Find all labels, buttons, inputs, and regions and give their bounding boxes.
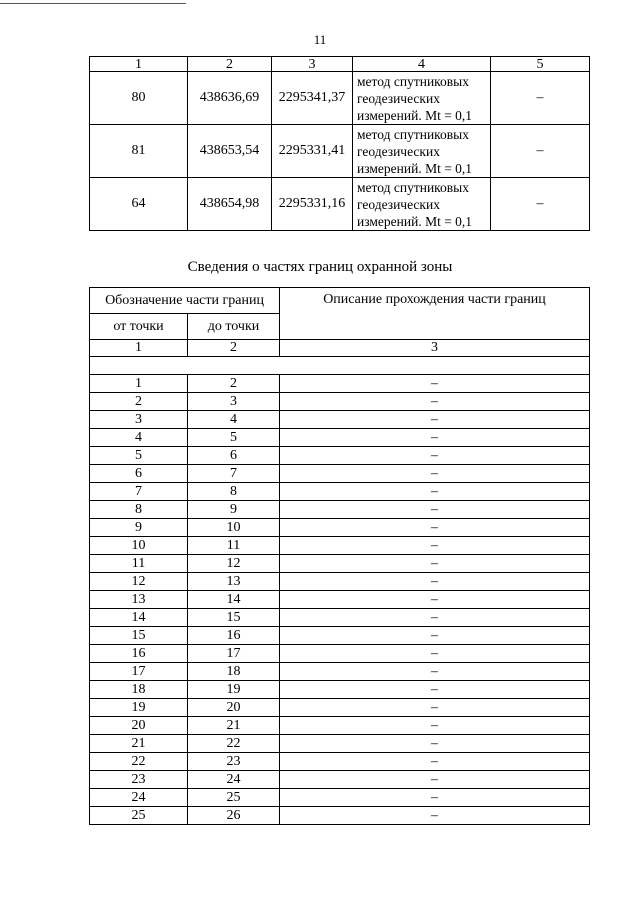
x-coordinate-cell: 438654,98 bbox=[188, 178, 272, 231]
part-description-cell: – bbox=[280, 735, 590, 753]
part-description-cell: – bbox=[280, 627, 590, 645]
to-point-cell: 12 bbox=[188, 555, 280, 573]
point-description-cell: – bbox=[491, 178, 590, 231]
column-number-cell: 1 bbox=[90, 340, 188, 357]
part-description-cell: – bbox=[280, 375, 590, 393]
designation-header: Обозначение части границ bbox=[90, 288, 280, 314]
from-point-cell: 16 bbox=[90, 645, 188, 663]
top-rule bbox=[0, 3, 186, 4]
boundary-part-row bbox=[90, 681, 590, 699]
part-description-cell: – bbox=[280, 465, 590, 483]
method-cell bbox=[353, 72, 491, 125]
coordinates-table-body bbox=[90, 57, 590, 231]
coordinates-header-cell: 4 bbox=[353, 57, 491, 72]
from-point-cell: 2 bbox=[90, 393, 188, 411]
method-line: измерений. Mt = 0,1 bbox=[357, 160, 473, 176]
boundary-part-row bbox=[90, 573, 590, 591]
part-description-cell: – bbox=[280, 807, 590, 825]
y-coordinate-cell: 2295331,16 bbox=[272, 178, 353, 231]
coordinates-table bbox=[89, 56, 590, 231]
from-point-cell: 14 bbox=[90, 609, 188, 627]
part-description-cell: – bbox=[280, 429, 590, 447]
boundary-part-row bbox=[90, 771, 590, 789]
from-point-cell: 19 bbox=[90, 699, 188, 717]
boundary-part-row bbox=[90, 447, 590, 465]
part-description-cell: – bbox=[280, 555, 590, 573]
from-point-cell: 13 bbox=[90, 591, 188, 609]
part-description-cell: – bbox=[280, 393, 590, 411]
boundary-part-row bbox=[90, 663, 590, 681]
boundary-part-row bbox=[90, 555, 590, 573]
y-coordinate-cell: 2295341,37 bbox=[272, 72, 353, 125]
to-point-cell: 14 bbox=[188, 591, 280, 609]
part-description-cell: – bbox=[280, 447, 590, 465]
to-point-cell: 26 bbox=[188, 807, 280, 825]
method-line: метод спутниковых bbox=[357, 179, 469, 195]
coordinates-header-row bbox=[90, 57, 590, 72]
point-description-cell: – bbox=[491, 125, 590, 178]
to-point-cell: 24 bbox=[188, 771, 280, 789]
to-point-cell: 20 bbox=[188, 699, 280, 717]
part-description-cell: – bbox=[280, 537, 590, 555]
part-description-cell: – bbox=[280, 411, 590, 429]
to-point-cell: 2 bbox=[188, 375, 280, 393]
method-cell bbox=[353, 125, 491, 178]
part-description-cell: – bbox=[280, 645, 590, 663]
to-point-cell: 8 bbox=[188, 483, 280, 501]
point-number-cell: 81 bbox=[90, 125, 188, 178]
from-point-cell: 12 bbox=[90, 573, 188, 591]
x-coordinate-cell: 438653,54 bbox=[188, 125, 272, 178]
from-point-cell: 7 bbox=[90, 483, 188, 501]
from-point-cell: 24 bbox=[90, 789, 188, 807]
coordinates-header-cell: 5 bbox=[491, 57, 590, 72]
to-point-cell: 21 bbox=[188, 717, 280, 735]
part-description-cell: – bbox=[280, 789, 590, 807]
to-point-cell: 18 bbox=[188, 663, 280, 681]
part-description-cell: – bbox=[280, 771, 590, 789]
from-point-cell: 4 bbox=[90, 429, 188, 447]
empty-cell bbox=[90, 357, 590, 375]
point-description-cell: – bbox=[491, 72, 590, 125]
boundary-part-row bbox=[90, 411, 590, 429]
to-point-cell: 16 bbox=[188, 627, 280, 645]
part-description-cell: – bbox=[280, 573, 590, 591]
from-point-cell: 22 bbox=[90, 753, 188, 771]
part-description-cell: – bbox=[280, 717, 590, 735]
boundary-parts-table bbox=[89, 287, 590, 825]
part-description-cell: – bbox=[280, 699, 590, 717]
from-point-cell: 11 bbox=[90, 555, 188, 573]
column-number-cell: 2 bbox=[188, 340, 280, 357]
part-description-cell: – bbox=[280, 681, 590, 699]
method-line: геодезических bbox=[357, 143, 440, 159]
to-point-cell: 7 bbox=[188, 465, 280, 483]
method-line: метод спутниковых bbox=[357, 126, 469, 142]
boundary-part-row bbox=[90, 645, 590, 663]
boundary-part-row bbox=[90, 717, 590, 735]
coordinates-row bbox=[90, 125, 590, 178]
boundary-part-row bbox=[90, 807, 590, 825]
x-coordinate-cell: 438636,69 bbox=[188, 72, 272, 125]
boundary-part-row bbox=[90, 627, 590, 645]
to-point-cell: 15 bbox=[188, 609, 280, 627]
from-point-cell: 5 bbox=[90, 447, 188, 465]
from-point-cell: 10 bbox=[90, 537, 188, 555]
from-point-header: от точки bbox=[90, 314, 188, 340]
boundary-part-row bbox=[90, 753, 590, 771]
to-point-cell: 6 bbox=[188, 447, 280, 465]
part-description-cell: – bbox=[280, 501, 590, 519]
boundary-part-row bbox=[90, 429, 590, 447]
to-point-cell: 23 bbox=[188, 753, 280, 771]
boundary-part-row bbox=[90, 519, 590, 537]
from-point-cell: 6 bbox=[90, 465, 188, 483]
to-point-cell: 19 bbox=[188, 681, 280, 699]
part-description-cell: – bbox=[280, 591, 590, 609]
method-cell bbox=[353, 178, 491, 231]
point-number-cell: 80 bbox=[90, 72, 188, 125]
from-point-cell: 18 bbox=[90, 681, 188, 699]
section-title: Сведения о частях границ охранной зоны bbox=[187, 259, 453, 275]
to-point-cell: 11 bbox=[188, 537, 280, 555]
boundary-part-row bbox=[90, 591, 590, 609]
to-point-cell: 5 bbox=[188, 429, 280, 447]
coordinates-header-cell: 1 bbox=[90, 57, 188, 72]
column-number-cell: 3 bbox=[280, 340, 590, 357]
parts-header-row bbox=[90, 288, 590, 314]
from-point-cell: 21 bbox=[90, 735, 188, 753]
boundary-part-row bbox=[90, 483, 590, 501]
point-number-cell: 64 bbox=[90, 178, 188, 231]
coordinates-header-cell: 2 bbox=[188, 57, 272, 72]
boundary-part-row bbox=[90, 789, 590, 807]
coordinates-row bbox=[90, 72, 590, 125]
part-description-cell: – bbox=[280, 609, 590, 627]
to-point-header: до точки bbox=[188, 314, 280, 340]
boundary-part-row bbox=[90, 501, 590, 519]
boundary-part-row bbox=[90, 609, 590, 627]
part-description-cell: – bbox=[280, 663, 590, 681]
to-point-cell: 3 bbox=[188, 393, 280, 411]
boundary-part-row bbox=[90, 537, 590, 555]
parts-column-numbers-row bbox=[90, 340, 590, 357]
from-point-cell: 23 bbox=[90, 771, 188, 789]
to-point-cell: 10 bbox=[188, 519, 280, 537]
to-point-cell: 17 bbox=[188, 645, 280, 663]
boundary-parts-table-body bbox=[90, 288, 590, 825]
method-line: метод спутниковых bbox=[357, 73, 469, 89]
to-point-cell: 25 bbox=[188, 789, 280, 807]
coordinates-header-cell: 3 bbox=[272, 57, 353, 72]
boundary-part-row bbox=[90, 699, 590, 717]
from-point-cell: 1 bbox=[90, 375, 188, 393]
boundary-part-row bbox=[90, 375, 590, 393]
method-line: измерений. Mt = 0,1 bbox=[357, 213, 473, 229]
from-point-cell: 25 bbox=[90, 807, 188, 825]
from-point-cell: 20 bbox=[90, 717, 188, 735]
from-point-cell: 17 bbox=[90, 663, 188, 681]
from-point-cell: 3 bbox=[90, 411, 188, 429]
method-line: геодезических bbox=[357, 196, 440, 212]
to-point-cell: 4 bbox=[188, 411, 280, 429]
to-point-cell: 13 bbox=[188, 573, 280, 591]
part-description-cell: – bbox=[280, 483, 590, 501]
empty-row bbox=[90, 357, 590, 375]
page-number: 11 bbox=[313, 32, 327, 47]
method-line: геодезических bbox=[357, 90, 440, 106]
y-coordinate-cell: 2295331,41 bbox=[272, 125, 353, 178]
description-header: Описание прохождения части границ bbox=[280, 288, 590, 340]
boundary-part-row bbox=[90, 735, 590, 753]
part-description-cell: – bbox=[280, 519, 590, 537]
coordinates-row bbox=[90, 178, 590, 231]
to-point-cell: 22 bbox=[188, 735, 280, 753]
from-point-cell: 15 bbox=[90, 627, 188, 645]
method-line: измерений. Mt = 0,1 bbox=[357, 107, 473, 123]
to-point-cell: 9 bbox=[188, 501, 280, 519]
boundary-part-row bbox=[90, 465, 590, 483]
from-point-cell: 8 bbox=[90, 501, 188, 519]
from-point-cell: 9 bbox=[90, 519, 188, 537]
boundary-part-row bbox=[90, 393, 590, 411]
part-description-cell: – bbox=[280, 753, 590, 771]
